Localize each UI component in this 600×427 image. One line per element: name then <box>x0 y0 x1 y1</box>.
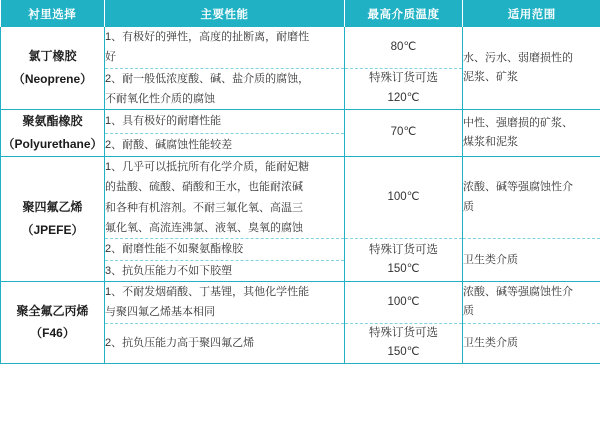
cell-performance-3-2: 2、耐磨性能不如聚氨酯橡胶 <box>105 239 345 260</box>
cell-scope-2: 中性、强磨损的矿浆、 煤浆和泥浆 <box>463 110 600 157</box>
cell-lining-name-2: 聚氨酯橡胶 （Polyurethane） <box>1 110 105 157</box>
cell-temperature-3-2: 特殊订货可选 150℃ <box>345 239 463 282</box>
cell-temperature-4-1: 100℃ <box>345 282 463 324</box>
cell-temperature-1-2: 特殊订货可选 120℃ <box>345 68 463 110</box>
cell-performance-2-2: 2、耐酸、碱腐蚀性能较差 <box>105 133 345 156</box>
cell-temperature-1-1: 80℃ <box>345 27 463 68</box>
table-header <box>1 0 600 27</box>
table-row <box>1 27 600 68</box>
cell-performance-4-1: 1、不耐发烟硝酸、丁基锂，其他化学性能 与聚四氟乙烯基本相同 <box>105 282 345 324</box>
cell-scope-3-2: 卫生类介质 <box>463 239 600 282</box>
cell-performance-1-2: 2、耐一般低浓度酸、碱、盐介质的腐蚀， 不耐氧化性介质的腐蚀 <box>105 68 345 110</box>
cell-performance-3-1: 1、几乎可以抵抗所有化学介质，能耐妃糖 的盐酸、硫酸、硝酸和王水，也能耐浓碱 和各种有机溶剂。不耐三氟化氧、高温三 氟化氧、高流连沸氯、液氧、臭氧的腐蚀 <box>105 156 345 238</box>
cell-scope-1: 水、污水、弱磨损性的 泥浆、矿浆 <box>463 27 600 110</box>
cell-temperature-3-1: 100℃ <box>345 156 463 238</box>
table-row <box>1 282 600 324</box>
column-header-scope: 适用范围 <box>463 0 600 27</box>
table-header-row <box>1 0 600 27</box>
table-row <box>1 110 600 133</box>
cell-performance-4-2: 2、抗负压能力高于聚四氟乙烯 <box>105 323 345 363</box>
cell-scope-4-1: 浓酸、碱等强腐蚀性介 质 <box>463 282 600 324</box>
column-header-lining: 衬里选择 <box>1 0 105 27</box>
column-header-performance: 主要性能 <box>105 0 345 27</box>
cell-performance-3-3: 3、抗负压能力不如下胶塑 <box>105 260 345 281</box>
cell-performance-2-1: 1、具有极好的耐磨性能 <box>105 110 345 133</box>
cell-temperature-2: 70℃ <box>345 110 463 157</box>
table-body <box>1 27 600 363</box>
cell-temperature-4-2: 特殊订货可选 150℃ <box>345 323 463 363</box>
cell-performance-1-1: 1、有极好的弹性，高度的扯断离，耐磨性 好 <box>105 27 345 68</box>
cell-scope-4-2: 卫生类介质 <box>463 323 600 363</box>
table-row <box>1 156 600 238</box>
cell-scope-3-1: 浓酸、碱等强腐蚀性介 质 <box>463 156 600 238</box>
cell-lining-name-3: 聚四氟乙烯 （JPEFE） <box>1 156 105 281</box>
column-header-max-temperature: 最高介质温度 <box>345 0 463 27</box>
cell-lining-name-4: 聚全氟乙丙烯 （F46） <box>1 282 105 364</box>
cell-lining-name-1: 氯丁橡胶 （Neoprene） <box>1 27 105 110</box>
